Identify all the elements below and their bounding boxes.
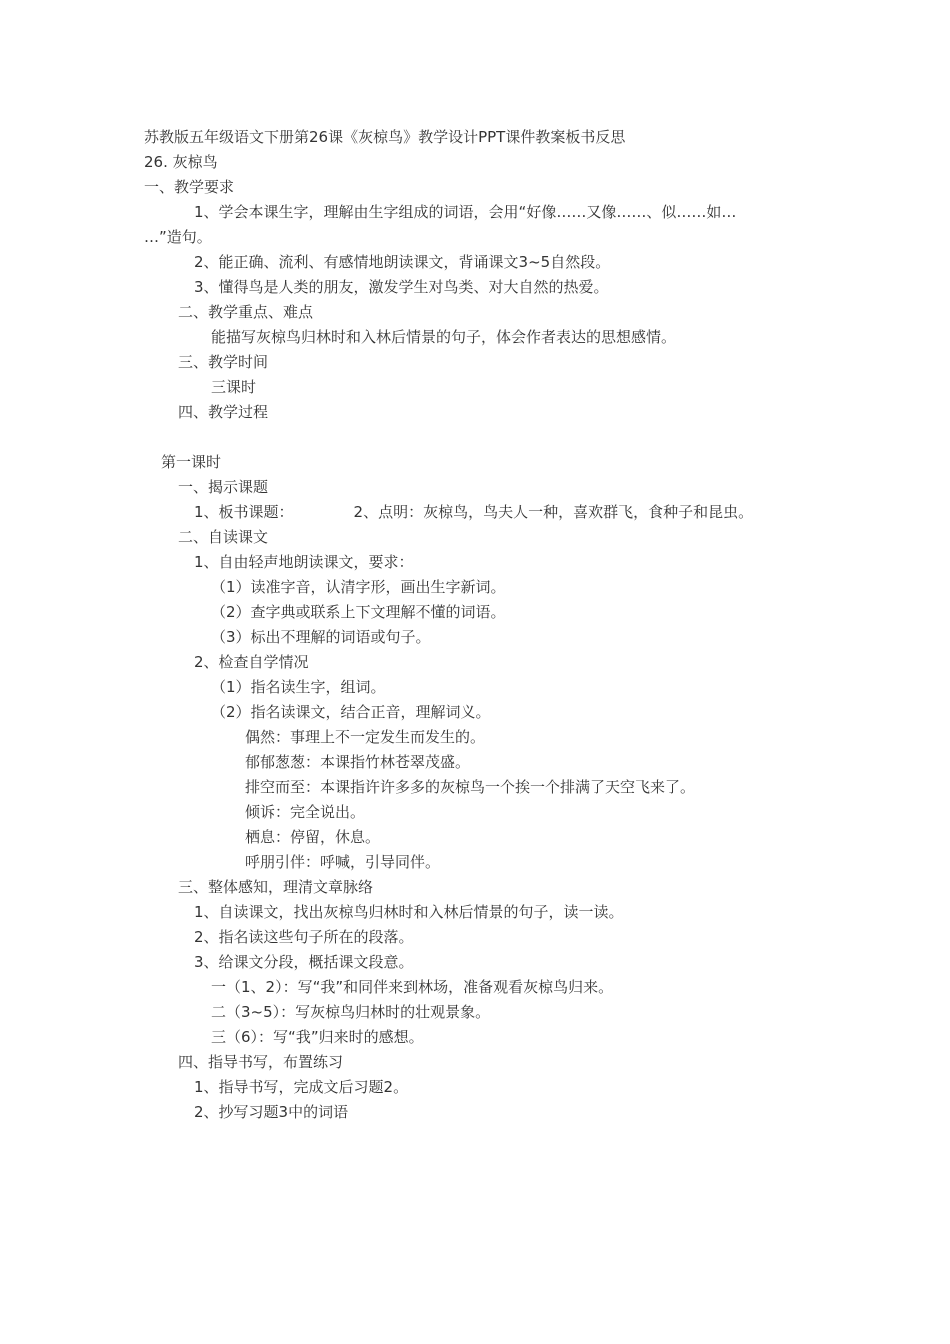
step-item-text: 2、点明：灰椋鸟，鸟夫人一种，喜欢群飞，食种子和昆虫。: [353, 503, 754, 521]
step-heading: 四、指导书写，布置练习: [178, 1053, 344, 1071]
section-text: 三课时: [211, 378, 257, 396]
word-definition: 郁郁葱葱：本课指竹林苍翠茂盛。: [245, 753, 471, 771]
step-heading: 三、整体感知，理清文章脉络: [178, 878, 374, 896]
step-item: [194, 502, 753, 522]
sub-item: （1）指名读生字，组词。: [211, 678, 386, 696]
word-definition: 呼朋引伴：呼喊，引导同伴。: [245, 853, 441, 871]
word-definition: 倾诉：完全说出。: [245, 803, 366, 821]
sub-item: （2）指名读课文，结合正音，理解词义。: [211, 703, 491, 721]
document-title: 苏教版五年级语文下册第26课《灰椋鸟》教学设计PPT课件教案板书反思: [144, 128, 626, 146]
sub-item: （3）标出不理解的词语或句子。: [211, 628, 431, 646]
segment-summary: 二（3~5）：写灰椋鸟归林时的壮观景象。: [211, 1003, 491, 1021]
step-item: 2、检查自学情况: [194, 653, 309, 671]
segment-summary: 一（1、2）：写“我”和同伴来到林场，准备观看灰椋鸟归来。: [211, 978, 614, 996]
sub-item: （1）读准字音，认清字形，画出生字新词。: [211, 578, 506, 596]
requirement-item: 2、能正确、流利、有感情地朗读课文，背诵课文3~5自然段。: [194, 253, 611, 271]
word-definition: 偶然：事理上不一定发生而发生的。: [245, 728, 486, 746]
section-heading: 一、教学要求: [144, 178, 235, 196]
step-heading: 一、揭示课题: [178, 478, 269, 496]
period-heading: 第一课时: [161, 453, 222, 471]
section-heading: 二、教学重点、难点: [178, 303, 314, 321]
lesson-heading: 26. 灰椋鸟: [144, 153, 218, 171]
sub-item: （2）查字典或联系上下文理解不懂的词语。: [211, 603, 506, 621]
section-text: 能描写灰椋鸟归林时和入林后情景的句子，体会作者表达的思想感情。: [211, 328, 677, 346]
step-item: 1、自由轻声地朗读课文，要求：: [194, 553, 414, 571]
step-item: 2、指名读这些句子所在的段落。: [194, 928, 414, 946]
requirement-item-continued: …”造句。: [144, 228, 212, 246]
segment-summary: 三（6）：写“我”归来时的感想。: [211, 1028, 424, 1046]
section-heading: 三、教学时间: [178, 353, 269, 371]
step-item-text: 1、板书课题：: [194, 503, 294, 521]
step-item: 1、指导书写，完成文后习题2。: [194, 1078, 409, 1096]
step-item: 3、给课文分段，概括课文段意。: [194, 953, 414, 971]
step-heading: 二、自读课文: [178, 528, 269, 546]
requirement-item: 3、懂得鸟是人类的朋友，激发学生对鸟类、对大自然的热爱。: [194, 278, 609, 296]
requirement-item: 1、学会本课生字，理解由生字组成的词语，会用“好像……又像……、似……如…: [194, 203, 737, 221]
section-heading: 四、教学过程: [178, 403, 269, 421]
step-item: 2、抄写习题3中的词语: [194, 1103, 349, 1121]
word-definition: 排空而至：本课指许许多多的灰椋鸟一个挨一个排满了天空飞来了。: [245, 778, 696, 796]
step-item: 1、自读课文，找出灰椋鸟归林时和入林后情景的句子，读一读。: [194, 903, 624, 921]
word-definition: 栖息：停留，休息。: [245, 828, 381, 846]
